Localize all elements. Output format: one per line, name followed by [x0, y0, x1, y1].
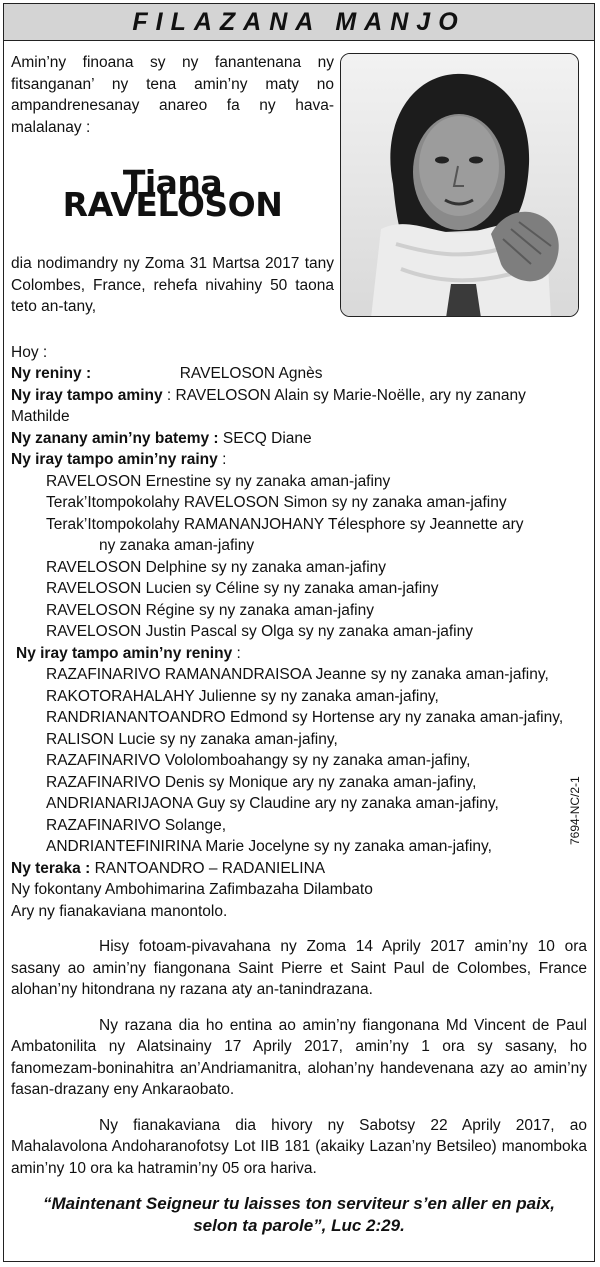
- death-notice: dia nodimandry ny Zoma 31 Martsa 2017 tany Colombes, France, rehefa nivahiny 50 taona teto an-tany,: [11, 255, 334, 315]
- teraka-label: Ny teraka :: [11, 859, 91, 877]
- siblings-value: : RAVELOSON Alain sy Marie-Noëlle, ary ny zanany Mathilde: [11, 386, 526, 425]
- list-item: RAVELOSON Justin Pascal sy Olga sy ny zanaka aman-jafiny: [46, 623, 473, 640]
- maternal-siblings-heading: [11, 643, 587, 665]
- list-item: RALISON Lucie sy ny zanaka aman-jafiny,: [46, 730, 338, 748]
- notice-header: [3, 3, 595, 41]
- list-item: RANDRIANANTOANDRO Edmond sy Hortense ary ny zanaka aman-jafiny,: [46, 709, 564, 726]
- list-item: RAZAFINARIVO Solange,: [46, 816, 227, 834]
- teraka-value: RANTOANDRO – RADANIELINA: [94, 859, 326, 877]
- fianakaviana-line: Ary ny fianakaviana manontolo.: [11, 902, 228, 920]
- list-item: RAVELOSON Régine sy ny zanaka aman-jafiny: [46, 601, 374, 619]
- fokontany-line: Ny fokontany Ambohimarina Zafimbazaha Dilambato: [11, 881, 373, 898]
- maternal-siblings-colon: :: [236, 644, 241, 662]
- siblings-line: [11, 385, 587, 428]
- list-item: Terak’Itompokolahy RAMANANJOHANY Télesphore sy Jeannette ary: [46, 515, 524, 533]
- list-item: RAVELOSON Ernestine sy ny zanaka aman-jafiny: [46, 472, 391, 490]
- notice-body: [11, 52, 587, 1237]
- list-item: ANDRIANTEFINIRINA Marie Jocelyne sy ny zanaka aman-jafiny,: [46, 838, 492, 855]
- paternal-siblings-label: Ny iray tampo amin’ny rainy: [11, 451, 218, 468]
- list-item: RAZAFINARIVO Denis sy Monique ary ny zanaka aman-jafiny,: [46, 773, 477, 791]
- list-item: ANDRIANARIJAONA Guy sy Claudine ary ny zanaka aman-jafiny,: [46, 795, 499, 812]
- parents-line: [11, 363, 587, 385]
- notice-title: FILAZANA MANJO: [132, 8, 466, 36]
- parents-value: RAVELOSON Agnès: [179, 365, 323, 382]
- list-item: RAZAFINARIVO RAMANANDRAISOA Jeanne sy ny zanaka aman-jafiny,: [46, 666, 549, 683]
- inlaw-line: [11, 428, 587, 450]
- list-item: Terak’Itompokolahy RAVELOSON Simon sy ny zanaka aman-jafiny: [46, 494, 507, 511]
- burial-paragraph: Ny razana dia ho entina ao amin’ny fiangonana Md Vincent de Paul Ambatonilita ny Alatsinainy 17 Aprily 2017, amin’ny 1 ora sy sasany, ho fanomezam-boninahitra an’Andriamanitra, alohan’ny handevenana azy ao amin’ny fasan-drazany eny Ankaraobato.: [11, 1016, 587, 1098]
- paternal-siblings-colon: :: [222, 451, 227, 468]
- list-item: RAKOTORAHALAHY Julienne sy ny zanaka aman-jafiny,: [46, 687, 439, 705]
- bible-quote: [11, 1193, 587, 1237]
- quote-line-1: “Maintenant Seigneur tu laisses ton serviteur s’en aller en paix,: [42, 1194, 556, 1213]
- maternal-siblings-label: Ny iray tampo amin’ny reniny: [16, 644, 233, 662]
- paternal-siblings-heading: [11, 449, 587, 471]
- list-item: ny zanaka aman-jafiny: [99, 537, 255, 554]
- hoy-label: Hoy :: [11, 343, 48, 361]
- parents-label: Ny reniny :: [11, 365, 92, 382]
- list-item: RAZAFINARIVO Vololomboahangy sy ny zanaka aman-jafiny,: [46, 752, 471, 769]
- ceremony-paragraph: Hisy fotoam-pivavahana ny Zoma 14 Aprily 2017 amin’ny 10 ora sasany ao amin’ny fiangonana Saint Pierre et Saint Paul de Colombes, France alohan’ny hitondrana ny razana aty an-tanindrazana.: [11, 938, 587, 998]
- inlaw-label: Ny zanany amin’ny batemy :: [11, 429, 219, 447]
- list-item: RAVELOSON Delphine sy ny zanaka aman-jafiny: [46, 558, 387, 576]
- list-item: RAVELOSON Lucien sy Céline sy ny zanaka aman-jafiny: [46, 580, 439, 597]
- gathering-paragraph: Ny fianakaviana dia hivory ny Sabotsy 22 Aprily 2017, ao Mahalavolona Andoharanofotsy Lot IIB 181 (akaiky Lazan’ny Betsileo) manomboka amin’ny 10 ora ka hatramin’ny 05 ora hariva.: [11, 1116, 587, 1177]
- deceased-name: Tiana RAVELOSON: [62, 163, 283, 224]
- quote-line-2: selon ta parole”, Luc 2:29.: [193, 1216, 405, 1235]
- inlaw-value: SECQ Diane: [222, 429, 312, 447]
- siblings-label: Ny iray tampo aminy: [11, 386, 163, 404]
- teraka-line: [11, 858, 587, 880]
- intro-text: Amin’ny finoana sy ny fanantenana ny fitsanganan’ ny tena amin’ny maty no ampandrenesanay anareo fa ny hava-malalanay :: [11, 54, 334, 136]
- reference-code: 7694-NC/2-1: [568, 776, 582, 845]
